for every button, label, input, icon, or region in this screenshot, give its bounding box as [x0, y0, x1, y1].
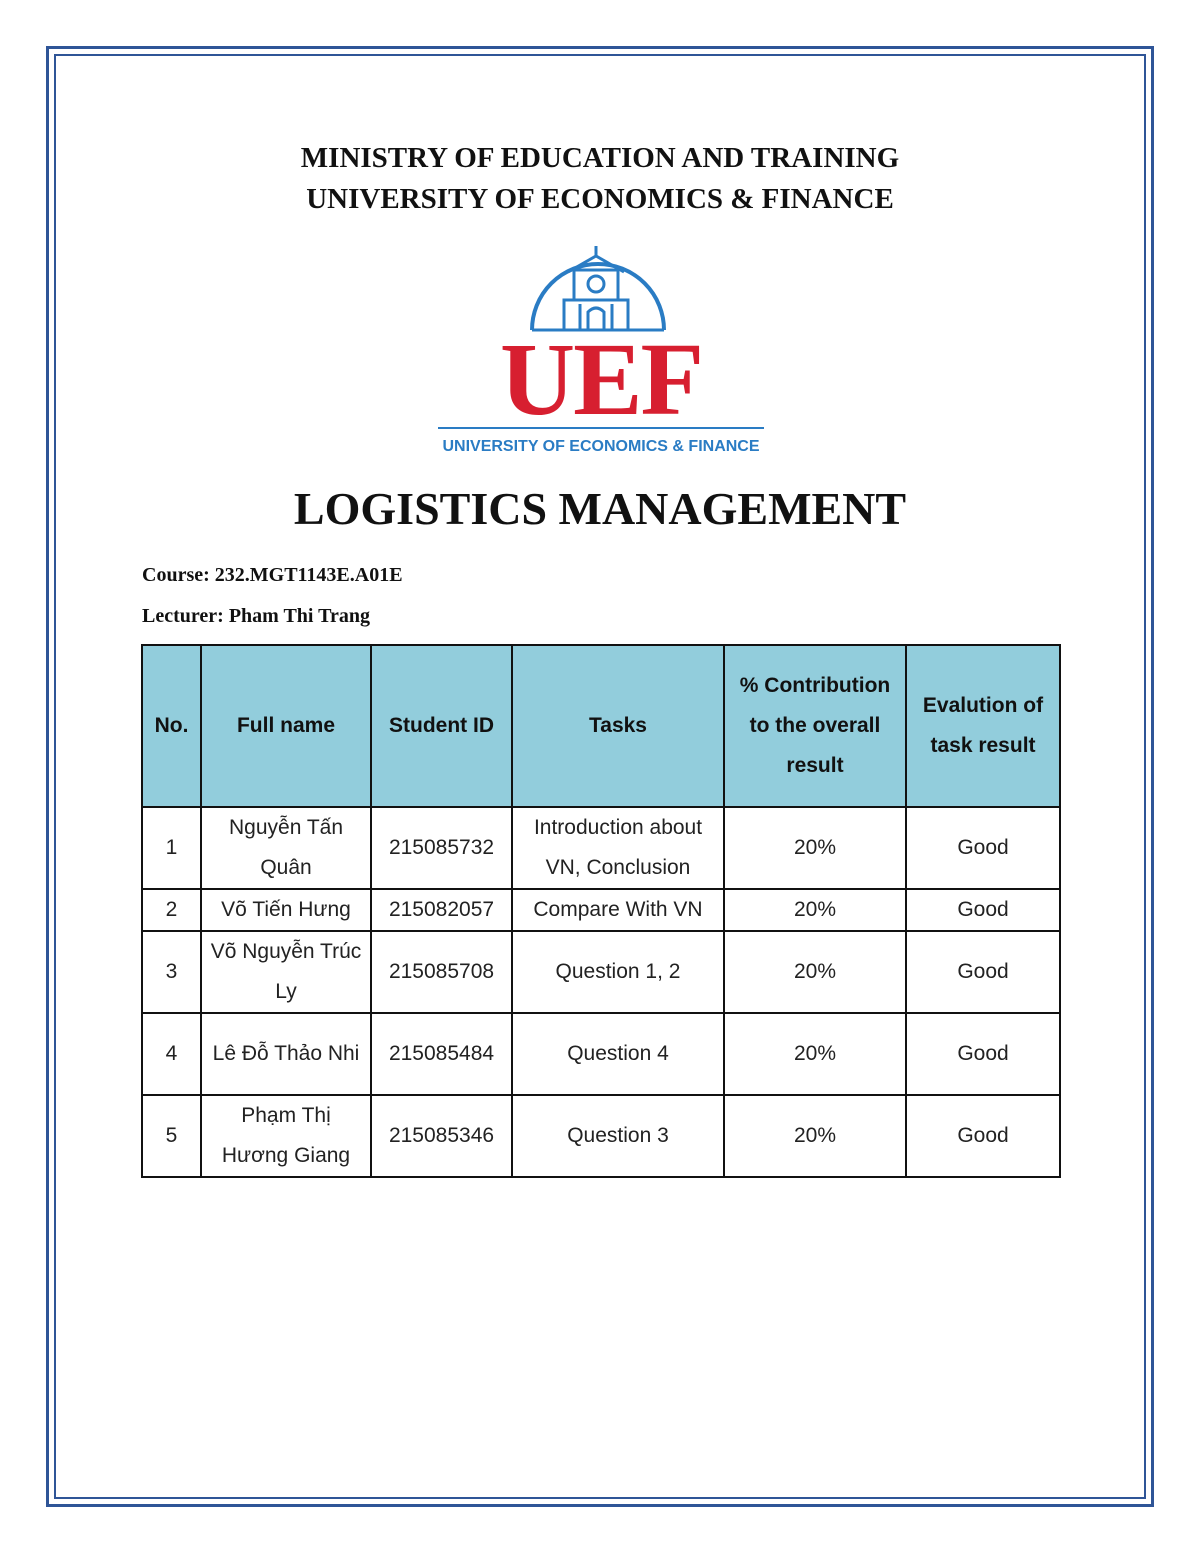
table-row — [142, 807, 1060, 889]
university-heading: UNIVERSITY OF ECONOMICS & FINANCE — [306, 183, 894, 215]
header-full-name: Full name — [201, 645, 371, 807]
cell-student-id: 215085732 — [371, 807, 512, 889]
ministry-heading: MINISTRY OF EDUCATION AND TRAINING — [300, 142, 900, 174]
cell-no: 3 — [142, 931, 201, 1013]
lecturer-line — [142, 605, 370, 628]
cell-evaluation: Good — [906, 931, 1060, 1013]
cell-student-id: 215085484 — [371, 1013, 512, 1095]
cell-no: 1 — [142, 807, 201, 889]
table-row — [142, 889, 1060, 931]
cell-evaluation: Good — [906, 1013, 1060, 1095]
cell-full-name: Phạm Thị Hương Giang — [201, 1095, 371, 1177]
cell-full-name: Võ Nguyễn Trúc Ly — [201, 931, 371, 1013]
cell-contribution: 20% — [724, 889, 906, 931]
cell-student-id: 215082057 — [371, 889, 512, 931]
cell-evaluation: Good — [906, 889, 1060, 931]
cell-no: 5 — [142, 1095, 201, 1177]
table-row — [142, 1095, 1060, 1177]
table-row — [142, 931, 1060, 1013]
members-table — [141, 644, 1061, 1178]
header-no: No. — [142, 645, 201, 807]
course-code: 232.MGT1143E.A01E — [214, 564, 403, 586]
header-evaluation: Evalution of task result — [906, 645, 1060, 807]
table-row — [142, 1013, 1060, 1095]
header-tasks: Tasks — [512, 645, 724, 807]
cell-student-id: 215085708 — [371, 931, 512, 1013]
cell-no: 4 — [142, 1013, 201, 1095]
cell-evaluation: Good — [906, 807, 1060, 889]
uef-logo — [436, 232, 766, 462]
cell-evaluation: Good — [906, 1095, 1060, 1177]
table-header-row — [142, 645, 1060, 807]
cell-contribution: 20% — [724, 1013, 906, 1095]
cell-full-name: Nguyễn Tấn Quân — [201, 807, 371, 889]
cell-no: 2 — [142, 889, 201, 931]
cell-full-name: Võ Tiến Hưng — [201, 889, 371, 931]
cell-tasks: Question 3 — [512, 1095, 724, 1177]
cell-contribution: 20% — [724, 807, 906, 889]
course-line — [142, 564, 403, 587]
course-label: Course: — [142, 564, 210, 586]
cell-contribution: 20% — [724, 1095, 906, 1177]
lecturer-label: Lecturer: — [142, 605, 224, 627]
cell-full-name: Lê Đỗ Thảo Nhi — [201, 1013, 371, 1095]
cell-contribution: 20% — [724, 931, 906, 1013]
cell-tasks: Compare With VN — [512, 889, 724, 931]
document-title: LOGISTICS MANAGEMENT — [293, 483, 907, 534]
header-student-id: Student ID — [371, 645, 512, 807]
lecturer-name: Pham Thi Trang — [228, 605, 370, 627]
header-contribution: % Contribution to the overall result — [724, 645, 906, 807]
logo-caption: UNIVERSITY OF ECONOMICS & FINANCE — [442, 438, 760, 455]
logo-acronym: UEF — [500, 322, 702, 437]
cell-tasks: Question 1, 2 — [512, 931, 724, 1013]
cell-student-id: 215085346 — [371, 1095, 512, 1177]
cell-tasks: Question 4 — [512, 1013, 724, 1095]
cell-tasks: Introduction about VN, Conclusion — [512, 807, 724, 889]
clock-tower-emblem — [532, 246, 664, 330]
